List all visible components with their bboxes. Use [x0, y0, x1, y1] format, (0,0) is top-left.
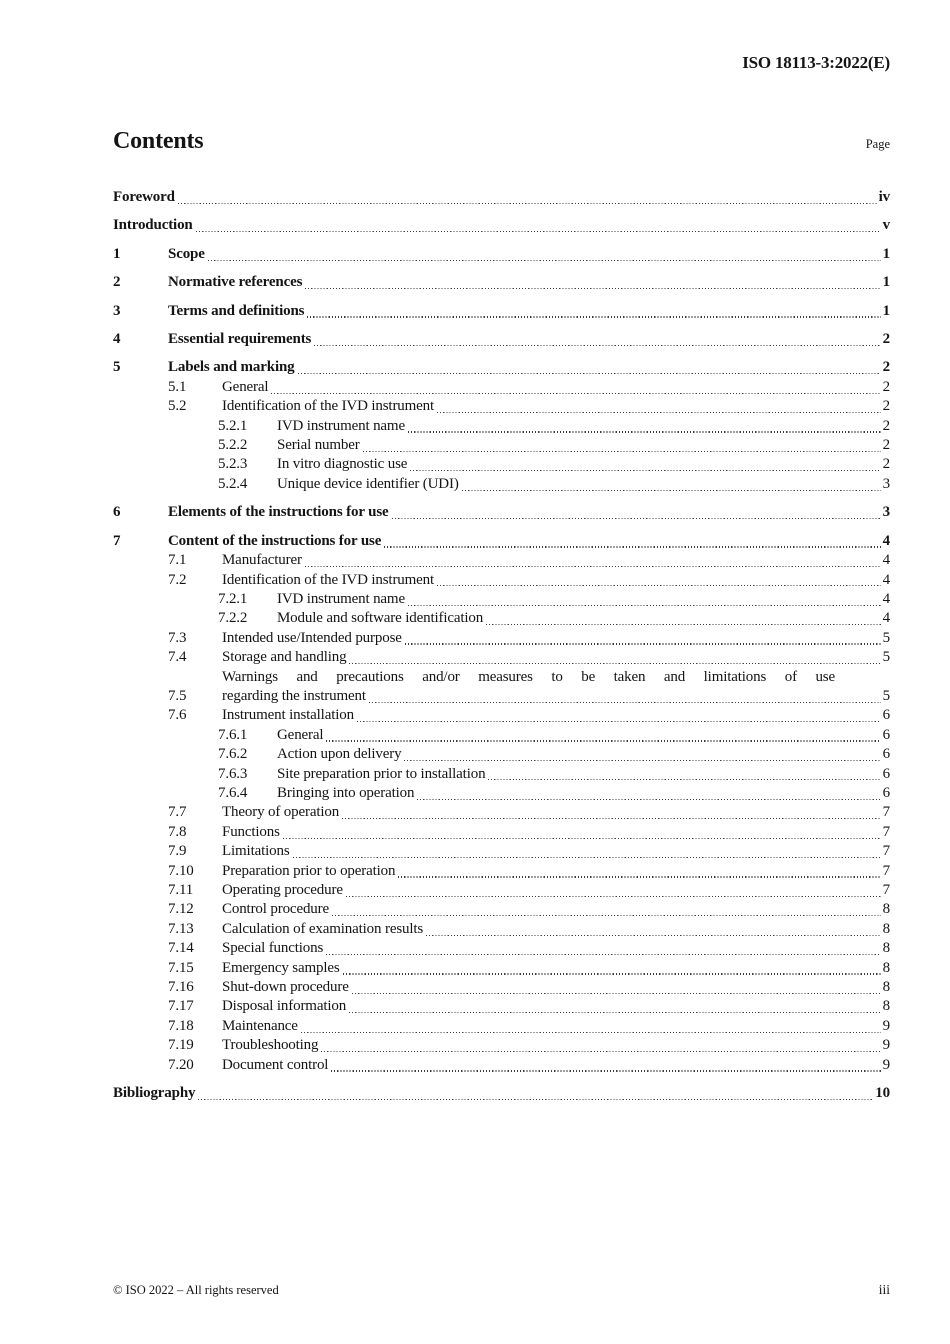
- toc-entry-page: 7: [882, 862, 890, 879]
- toc-entry-page: 7: [882, 804, 890, 821]
- toc-entry-title: IVD instrument name: [277, 417, 405, 434]
- dot-leader: [178, 203, 877, 204]
- toc-entry-7.1[interactable]: [113, 551, 890, 570]
- toc-entry-title: Control procedure: [222, 901, 329, 918]
- toc-entry-page: 9: [882, 1056, 890, 1073]
- dot-leader: [417, 799, 880, 800]
- toc-entry-title: Preparation prior to operation: [222, 862, 396, 879]
- toc-entry-number: 5.1: [168, 378, 187, 395]
- toc-entry-page: 2: [882, 359, 890, 376]
- toc-entry-page: 10: [875, 1085, 890, 1102]
- toc-entry-7.12[interactable]: [113, 900, 890, 919]
- toc-entry-page: 8: [882, 901, 890, 918]
- toc-entry-number: 7.6.3: [218, 765, 248, 782]
- toc-entry-title: Operating procedure: [222, 882, 343, 898]
- dot-leader: [305, 566, 881, 567]
- dot-leader: [305, 288, 880, 289]
- toc-entry-7.6.3[interactable]: [113, 765, 890, 784]
- folio-page-number: iii: [878, 1282, 890, 1297]
- toc-entry-title: Essential requirements: [168, 331, 312, 348]
- toc-entry-7.3[interactable]: [113, 629, 890, 648]
- toc-entry-title: Disposal information: [222, 998, 347, 1015]
- toc-entry-7.19[interactable]: [113, 1036, 890, 1055]
- toc-entry-number: 7.7: [168, 804, 187, 821]
- toc-entry-number: 5.2.3: [218, 456, 248, 473]
- toc-entry-title: Unique device identifier (UDI): [277, 475, 459, 492]
- toc-entry-page: 8: [882, 959, 890, 976]
- copyright-notice: © ISO 2022 – All rights reserved: [113, 1283, 279, 1297]
- dot-leader: [486, 624, 881, 625]
- toc-entry-number: 7.20: [168, 1056, 194, 1073]
- toc-entry-title: Module and software identification: [277, 610, 484, 627]
- toc-entry-title: Bringing into operation: [277, 784, 415, 801]
- toc-entry-number: 3: [113, 302, 121, 319]
- dot-leader: [437, 412, 881, 413]
- dot-leader: [357, 721, 881, 722]
- toc-entry-page: 6: [882, 765, 890, 782]
- dot-leader: [271, 393, 880, 394]
- toc-entry-title-line2: [222, 687, 890, 706]
- toc-entry-number: 7.3: [168, 629, 187, 646]
- toc-entry-page: 5: [882, 687, 890, 704]
- dot-leader: [398, 876, 880, 877]
- toc-entry-title-continued: regarding the instrument: [222, 687, 366, 704]
- toc-entry-4[interactable]: [113, 330, 890, 349]
- toc-entry-number: 7.6.4: [218, 784, 248, 801]
- toc-entry-7.6[interactable]: [113, 706, 890, 725]
- toc-entry-page: v: [882, 217, 890, 234]
- toc-entry-number: 1: [113, 245, 121, 262]
- toc-entry-number: 7.9: [168, 843, 187, 860]
- toc-entry-title: Maintenance: [222, 1017, 298, 1034]
- toc-entry-title: Shut-down procedure: [222, 979, 349, 996]
- dot-leader: [314, 345, 880, 346]
- toc-entry-number: 7.10: [168, 862, 194, 879]
- toc-entry-title: Bibliography: [113, 1085, 196, 1102]
- toc-entry-page: 3: [882, 475, 890, 492]
- toc-entry-page: 1: [882, 274, 890, 291]
- toc-entry-number: 4: [113, 331, 121, 348]
- toc-entry-title: Instrument installation: [222, 707, 354, 724]
- toc-entry-7.14[interactable]: [113, 939, 890, 958]
- toc-entry-7.2.2[interactable]: [113, 609, 890, 628]
- toc-entry-5.2.3[interactable]: [113, 455, 890, 474]
- dot-leader: [384, 546, 880, 547]
- toc-entry-number: 7.15: [168, 959, 194, 976]
- toc-entry-title: Calculation of examination results: [222, 920, 424, 937]
- toc-entry-title: Scope: [168, 245, 205, 262]
- dot-leader: [283, 838, 881, 839]
- toc-entry-page: 4: [882, 571, 890, 588]
- toc-entry-7.6.2[interactable]: [113, 745, 890, 764]
- toc-entry-7.20[interactable]: [113, 1056, 890, 1075]
- toc-entry-page: 7: [882, 843, 890, 860]
- toc-entry-number: 2: [113, 274, 121, 291]
- dot-leader: [321, 1051, 880, 1052]
- toc-entry-7.10[interactable]: [113, 862, 890, 881]
- toc-entry-page: 2: [882, 378, 890, 395]
- dot-leader: [326, 740, 880, 741]
- toc-entry-foreword[interactable]: [113, 188, 890, 207]
- toc-entry-page: 1: [882, 245, 890, 262]
- dot-leader: [196, 231, 881, 232]
- toc-entry-title: Manufacturer: [222, 552, 302, 569]
- toc-entry-title: In vitro diagnostic use: [277, 456, 408, 473]
- toc-entry-7.2.1[interactable]: [113, 590, 890, 609]
- page-column-label: Page: [865, 137, 890, 151]
- page-footer: [113, 1282, 890, 1298]
- toc-entry-title: Serial number: [277, 437, 360, 454]
- toc-entry-page: 6: [882, 726, 890, 743]
- dot-leader: [208, 260, 881, 261]
- toc-entry-page: 4: [882, 552, 890, 569]
- toc-entry-page: 2: [882, 417, 890, 434]
- toc-entry-title: Foreword: [113, 189, 175, 205]
- toc-entry-number: 7.1: [168, 552, 187, 569]
- toc-entry-page: 6: [882, 746, 890, 763]
- toc-entry-title: IVD instrument name: [277, 590, 405, 607]
- dot-leader: [437, 585, 881, 586]
- toc-entry-title: General: [277, 726, 324, 743]
- toc-entry-number: 7.12: [168, 901, 194, 918]
- dot-leader: [363, 451, 881, 452]
- toc-entry-title: Special functions: [222, 940, 324, 957]
- toc-entry-5.1[interactable]: [113, 378, 890, 397]
- toc-entry-title: General: [222, 378, 269, 395]
- toc-entry-page: 8: [882, 998, 890, 1015]
- toc-entry-7.18[interactable]: [113, 1017, 890, 1036]
- toc-entry-page: 8: [882, 979, 890, 996]
- toc-entry-page: 1: [882, 302, 890, 319]
- toc-entry-title: Identification of the IVD instrument: [222, 398, 435, 415]
- toc-entry-page: 5: [882, 629, 890, 646]
- toc-entry-page: 4: [882, 532, 890, 549]
- toc-entry-number: 7.14: [168, 940, 194, 957]
- toc-entry-text-block: [222, 668, 890, 707]
- toc-entry-title: Document control: [222, 1056, 329, 1073]
- toc-entry-title: Terms and definitions: [168, 302, 305, 319]
- dot-leader: [404, 760, 880, 761]
- toc-entry-page: 8: [882, 920, 890, 937]
- dot-leader: [408, 605, 881, 606]
- toc-entry-title: Warnings and precautions and/or measures to be taken and limitations of use: [222, 668, 835, 685]
- toc-entry-number: 5.2.4: [218, 475, 248, 492]
- toc-entry-5.2.1[interactable]: [113, 417, 890, 436]
- toc-entry-7.11[interactable]: [113, 881, 890, 900]
- toc-entry-page: 2: [882, 398, 890, 415]
- toc-entry-title: Limitations: [222, 843, 290, 860]
- dot-leader: [298, 373, 881, 374]
- document-id-header: ISO 18113-3:2022(E): [742, 53, 890, 72]
- toc-entry-7.6.1[interactable]: [113, 726, 890, 745]
- toc-entry-title: Content of the instructions for use: [168, 532, 382, 549]
- toc-entry-page: 6: [882, 707, 890, 724]
- toc-entry-title: Storage and handling: [222, 649, 347, 666]
- dot-leader: [426, 935, 881, 936]
- toc-entry-2[interactable]: [113, 273, 890, 292]
- toc-entry-7.17[interactable]: [113, 997, 890, 1016]
- dot-leader: [198, 1099, 873, 1100]
- toc-entry-3[interactable]: [113, 302, 890, 321]
- toc-entry-page: 8: [882, 940, 890, 957]
- dot-leader: [349, 663, 880, 664]
- toc-entry-7.6.4[interactable]: [113, 784, 890, 803]
- dot-leader: [343, 973, 881, 974]
- toc-entry-7.4[interactable]: [113, 648, 890, 667]
- toc-entry-title: Intended use/Intended purpose: [222, 629, 402, 646]
- toc-list: [113, 188, 890, 1103]
- toc-entry-number: 6: [113, 504, 121, 521]
- toc-entry-title: Site preparation prior to installation: [277, 765, 486, 782]
- toc-entry-page: 2: [882, 331, 890, 348]
- toc-entry-number: 7.19: [168, 1037, 194, 1054]
- toc-entry-page: 4: [882, 590, 890, 607]
- toc-entry-7.13[interactable]: [113, 920, 890, 939]
- toc-entry-title: Identification of the IVD instrument: [222, 571, 435, 588]
- toc-entry-title: Emergency samples: [222, 959, 340, 976]
- dot-leader: [405, 643, 881, 644]
- toc-entry-title: Troubleshooting: [222, 1037, 319, 1054]
- toc-entry-number: 7: [113, 532, 121, 549]
- toc-entry-page: 2: [882, 437, 890, 454]
- toc-entry-number: 5.2.1: [218, 417, 248, 434]
- toc-entry-number: 7.6: [168, 707, 187, 724]
- toc-entry-number: 5.2.2: [218, 437, 248, 454]
- dot-leader: [346, 896, 881, 897]
- dot-leader: [369, 702, 881, 703]
- toc-entry-number: 7.6.1: [218, 726, 248, 743]
- dot-leader: [352, 993, 881, 994]
- dot-leader: [488, 779, 880, 780]
- toc-entry-page: iv: [878, 189, 890, 205]
- toc-entry-page: 9: [882, 1017, 890, 1034]
- toc-entry-title: Labels and marking: [168, 359, 295, 376]
- toc-entry-number: 7.16: [168, 979, 194, 996]
- dot-leader: [392, 518, 881, 519]
- toc-entry-5[interactable]: [113, 358, 890, 377]
- toc-entry-7.9[interactable]: [113, 842, 890, 861]
- toc-entry-page: 7: [882, 823, 890, 840]
- toc-entry-number: 7.11: [168, 882, 194, 898]
- toc-entry-bibliography[interactable]: [113, 1084, 890, 1103]
- contents-header-row: [113, 128, 890, 155]
- toc-entry-number: 5: [113, 359, 121, 376]
- toc-entry-page: 7: [882, 882, 890, 898]
- toc-entry-1[interactable]: [113, 245, 890, 264]
- toc-entry-number: 7.17: [168, 998, 194, 1015]
- dot-leader: [410, 470, 880, 471]
- toc-entry-page: 6: [882, 784, 890, 801]
- toc-entry-5.2.4[interactable]: [113, 475, 890, 494]
- toc-entry-title: Theory of operation: [222, 804, 340, 821]
- toc-entry-page: 2: [882, 456, 890, 473]
- dot-leader: [342, 818, 881, 819]
- dot-leader: [307, 316, 880, 317]
- toc-entry-page: 5: [882, 649, 890, 666]
- dot-leader: [301, 1032, 881, 1033]
- toc-entry-number: 7.2: [168, 571, 187, 588]
- dot-leader: [332, 915, 881, 916]
- dot-leader: [326, 954, 880, 955]
- toc-entry-title: Action upon delivery: [277, 746, 402, 763]
- dot-leader: [408, 431, 881, 432]
- toc-entry-number: 7.2.2: [218, 610, 248, 627]
- toc-entry-number: 7.8: [168, 823, 187, 840]
- toc-entry-5.2[interactable]: [113, 397, 890, 416]
- toc-entry-number: 7.5: [168, 687, 187, 704]
- toc-entry-number: 7.6.2: [218, 746, 248, 763]
- toc-entry-number: 7.13: [168, 920, 194, 937]
- toc-entry-title: Normative references: [168, 274, 303, 291]
- toc-entry-page: 3: [882, 504, 890, 521]
- toc-entry-number: 7.4: [168, 649, 187, 666]
- page-title: Contents: [113, 128, 204, 154]
- toc-entry-introduction[interactable]: [113, 216, 890, 235]
- toc-entry-number: 7.2.1: [218, 590, 248, 607]
- dot-leader: [331, 1070, 880, 1071]
- dot-leader: [462, 490, 881, 491]
- toc-entry-page: 9: [882, 1037, 890, 1054]
- toc-entry-7.16[interactable]: [113, 978, 890, 997]
- toc-entry-7[interactable]: [113, 532, 890, 551]
- dot-leader: [293, 857, 881, 858]
- toc-entry-7.15[interactable]: [113, 959, 890, 978]
- toc-entry-title: Elements of the instructions for use: [168, 504, 389, 521]
- toc-entry-title: Functions: [222, 823, 280, 840]
- toc-entry-page: 4: [882, 610, 890, 627]
- toc-entry-6[interactable]: [113, 503, 890, 522]
- toc-entry-7.2[interactable]: [113, 571, 890, 590]
- toc-entry-number: 7.18: [168, 1017, 194, 1034]
- toc-entry-7.8[interactable]: [113, 823, 890, 842]
- toc-entry-7.7[interactable]: [113, 803, 890, 822]
- dot-leader: [349, 1012, 881, 1013]
- toc-entry-7.5[interactable]: [113, 668, 890, 707]
- toc-entry-number: 5.2: [168, 398, 187, 415]
- toc-entry-title: Introduction: [113, 217, 193, 234]
- toc-entry-5.2.2[interactable]: [113, 436, 890, 455]
